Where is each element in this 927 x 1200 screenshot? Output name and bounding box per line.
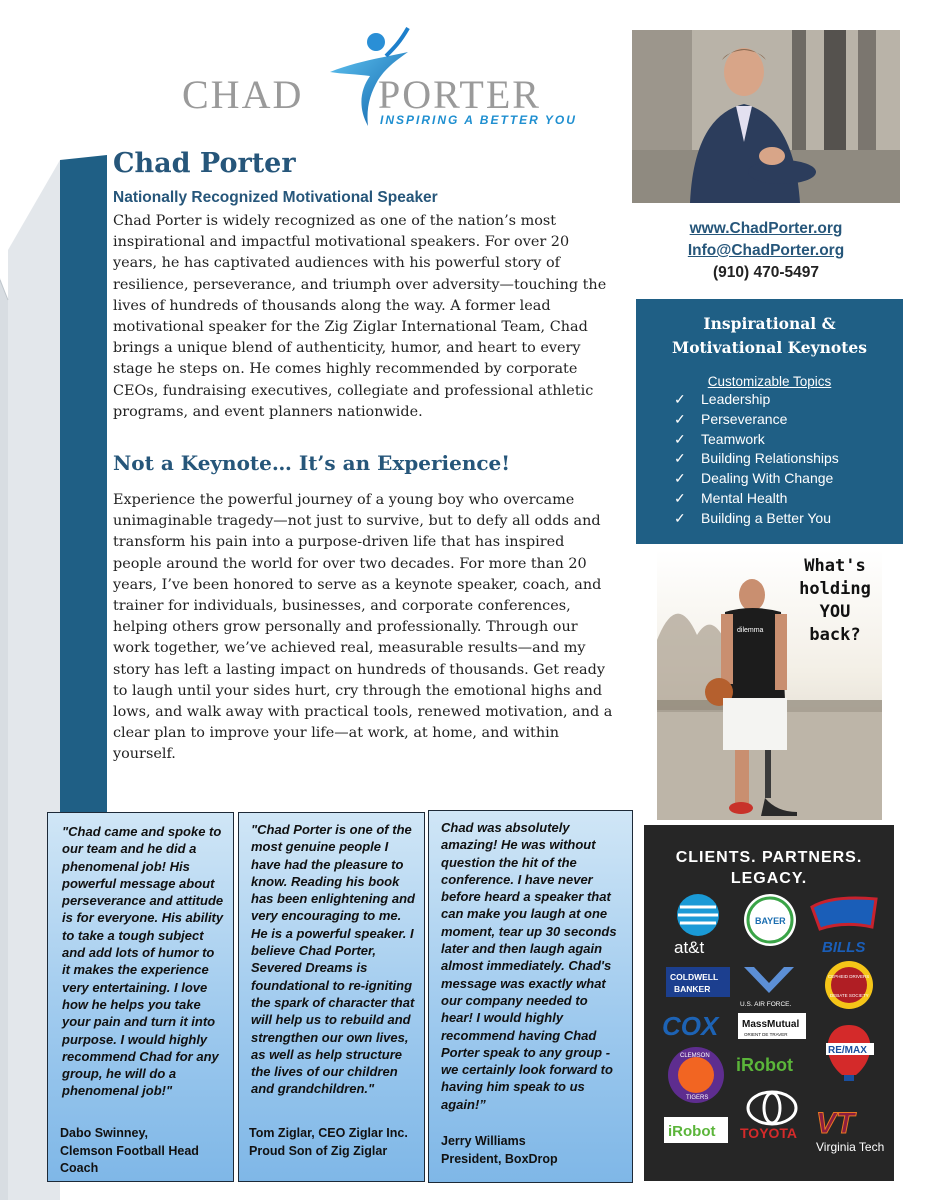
- check-icon: ✓: [674, 489, 686, 506]
- keynotes-title-line2: Motivational Keynotes: [672, 338, 867, 357]
- logo-tagline: INSPIRING A BETTER YOU: [380, 113, 577, 127]
- keynotes-subtitle: Customizable Topics: [707, 374, 832, 389]
- testimonial-author: [441, 1133, 558, 1168]
- logo-word-chad: CHAD: [182, 72, 304, 117]
- speaker-bio: Chad Porter is widely recognized as one of the nation’s most inspirational and impactful motivational speakers. For over 20 years, he has captivated audiences with his powerful story of resilience, perseverance, and triumph over adversity—touching the lives of hundreds of thousands along the way. A former lead motivational speaker for the Zig Ziglar International Team, Chad brings a unique blend of authenticity, humor, and heart to every stage he steps on. He comes highly recommended by corporate CEOs, fundraising executives, collegiate and professional athletic programs, and event planners nationwide.: [113, 213, 607, 420]
- caption-line: holding: [799, 579, 871, 599]
- email-link[interactable]: Info@ChadPorter.org: [687, 242, 845, 259]
- svg-text:TIGERS: TIGERS: [686, 1095, 709, 1101]
- topic-label: Building a Better You: [701, 509, 831, 526]
- clemson-logo: [668, 1047, 724, 1103]
- svg-text:MassMutual: MassMutual: [742, 1019, 800, 1030]
- clients-panel: [644, 825, 894, 1181]
- speaker-portrait-photo: [632, 30, 900, 203]
- clients-title-line1: CLIENTS. PARTNERS.: [675, 849, 863, 866]
- testimonial-quote: "Chad Porter is one of the most genuine people I have had the pleasure to know. Reading his book has been enlightening and very encouraging to me. He is a powerful speaker. I believe Chad Porter, Severed Dreams is foundational to re-igniting the spark of character that will help us to rebuild and strengthen our own lives, as well as help structure the lives of our children and grandchildren.": [251, 822, 415, 1097]
- irobot-logo-white: [664, 1117, 728, 1143]
- logo-word-porter: PORTER: [378, 72, 541, 117]
- list-item: [674, 430, 903, 450]
- svg-text:COLDWELL: COLDWELL: [670, 972, 719, 982]
- author-line: President, BoxDrop: [441, 1151, 558, 1166]
- testimonial-card: [428, 810, 633, 1183]
- caption-line: What's: [804, 556, 866, 576]
- svg-text:TOYOTA: TOYOTA: [740, 1125, 798, 1141]
- author-line: Proud Son of Zig Ziglar: [249, 1143, 388, 1158]
- svg-text:iRobot: iRobot: [668, 1123, 716, 1140]
- irobot-logo-green: [736, 1055, 793, 1075]
- svg-text:RE/MAX: RE/MAX: [828, 1045, 867, 1056]
- svg-text:U.S. AIR FORCE.: U.S. AIR FORCE.: [740, 1001, 792, 1008]
- check-icon: ✓: [674, 470, 686, 487]
- experience-heading: Not a Keynote… It’s an Experience!: [113, 451, 511, 475]
- svg-text:CEPHEID DRIVERS: CEPHEID DRIVERS: [828, 974, 870, 979]
- author-line: Coach: [60, 1161, 99, 1175]
- toyota-logo: [740, 1092, 797, 1141]
- svg-text:Virginia Tech: Virginia Tech: [816, 1140, 885, 1154]
- massmutual-logo: [738, 1013, 806, 1039]
- caption-line: back?: [809, 625, 861, 645]
- caption-line: YOU: [819, 602, 851, 622]
- svg-text:COX: COX: [662, 1011, 719, 1041]
- check-icon: ✓: [674, 410, 686, 427]
- remax-logo: [826, 1025, 874, 1081]
- topic-label: Mental Health: [701, 489, 788, 506]
- svg-text:BILLS: BILLS: [822, 939, 866, 956]
- list-item: [674, 390, 903, 410]
- topic-label: Building Relationships: [701, 450, 839, 467]
- check-icon: ✓: [674, 430, 686, 447]
- speaker-name: Chad Porter: [113, 148, 296, 179]
- website-link[interactable]: www.ChadPorter.org: [689, 220, 843, 237]
- bills-logo: [812, 898, 876, 956]
- svg-text:DEBATE SOCIETY: DEBATE SOCIETY: [830, 993, 869, 998]
- topic-label: Teamwork: [701, 430, 765, 447]
- keynotes-title-line1: Inspirational &: [703, 314, 836, 333]
- testimonial-card: [47, 812, 234, 1182]
- author-line: Tom Ziglar, CEO Ziglar Inc.: [249, 1126, 408, 1140]
- testimonial-quote: Chad was absolutely amazing! He was without question the hit of the conference. I have never before heard a speaker that can make you laugh at one moment, tear up 30 seconds later and then laugh again almost immediately. Chad's message was exactly what our company needed to hear! I would highly recommend having Chad Porter speak to any group - we certainly look forward to having him speak to us again!”: [441, 820, 617, 1112]
- list-item: [674, 449, 903, 469]
- list-item: [674, 489, 903, 509]
- coldwell-banker-logo: [666, 967, 730, 997]
- svg-text:ORIENT DE TRAVER: ORIENT DE TRAVER: [744, 1032, 788, 1037]
- keynotes-title: [636, 312, 903, 360]
- att-logo: [674, 894, 719, 957]
- check-icon: ✓: [674, 509, 686, 526]
- list-item: [674, 410, 903, 430]
- check-icon: ✓: [674, 391, 686, 407]
- check-icon: ✓: [674, 450, 686, 467]
- client-logos: [644, 825, 894, 1181]
- chad-porter-logo: [180, 28, 577, 128]
- speaker-subtitle: Nationally Recognized Motivational Speaker: [113, 189, 438, 206]
- author-line: Dabo Swinney,: [60, 1126, 148, 1140]
- topic-label: Dealing With Change: [701, 470, 834, 487]
- cox-logo: [662, 1011, 720, 1041]
- svg-text:CLEMSON: CLEMSON: [680, 1053, 710, 1059]
- svg-text:BANKER: BANKER: [674, 984, 711, 994]
- cepheid-drivers-logo: [825, 961, 873, 1009]
- holding-you-back-caption: [795, 555, 875, 647]
- topic-label: Leadership: [701, 391, 771, 407]
- clients-title-line2: LEGACY.: [730, 870, 808, 887]
- virginia-tech-logo: [816, 1107, 884, 1154]
- svg-text:iRobot: iRobot: [736, 1055, 793, 1075]
- testimonial-card: [238, 812, 425, 1182]
- bayer-logo: [744, 894, 796, 946]
- contact-block: [632, 218, 900, 284]
- svg-text:at&t: at&t: [674, 938, 705, 957]
- topic-label: Perseverance: [701, 410, 788, 427]
- list-item: [674, 469, 903, 489]
- testimonial-author: [60, 1125, 199, 1178]
- testimonial-quote: "Chad came and spoke to our team and he did a phenomenal job! His powerful message about perseverance and attitude is for everyone. His ability to take a tough subject and add lots of humor to it makes the experience very entertaining. I love how he helps you take your pain and turn it into purpose. I would highly recommend Chad for any group, he will do a phenomenal job!": [62, 824, 224, 1099]
- experience-body: Experience the powerful journey of a young boy who overcame unimaginable tragedy—not just to survive, but to defy all odds and transform his pain into a purpose-driven life that has inspired people around the world for over two decades. For more than 20 years, I’ve been honored to serve as a keynote speaker, coach, and trainer for individuals, businesses, and corporate conferences, helping others grow personally and professionally. Through our work together, we’ve achieved real, measurable results—and my story has left a lasting impact on hundreds of thousands. Get ready to laugh until your sides hurt, cry through the emotional highs and lows, and walk away with practical tools, renewed motivation, and a clear plan to improve your life—at work, at home, and within yourself.: [113, 492, 613, 763]
- keynotes-panel: [636, 299, 903, 544]
- air-force-logo: [740, 967, 794, 1008]
- keynote-topic-list: [636, 390, 903, 529]
- phone-number: (910) 470-5497: [713, 264, 819, 281]
- author-line: Clemson Football Head: [60, 1143, 199, 1158]
- svg-text:BAYER: BAYER: [755, 916, 786, 926]
- testimonial-author: [249, 1125, 408, 1160]
- list-item: [674, 509, 903, 529]
- svg-text:VT: VT: [816, 1107, 855, 1140]
- author-line: Jerry Williams: [441, 1134, 526, 1148]
- shirt-text: dilemma: [737, 627, 764, 634]
